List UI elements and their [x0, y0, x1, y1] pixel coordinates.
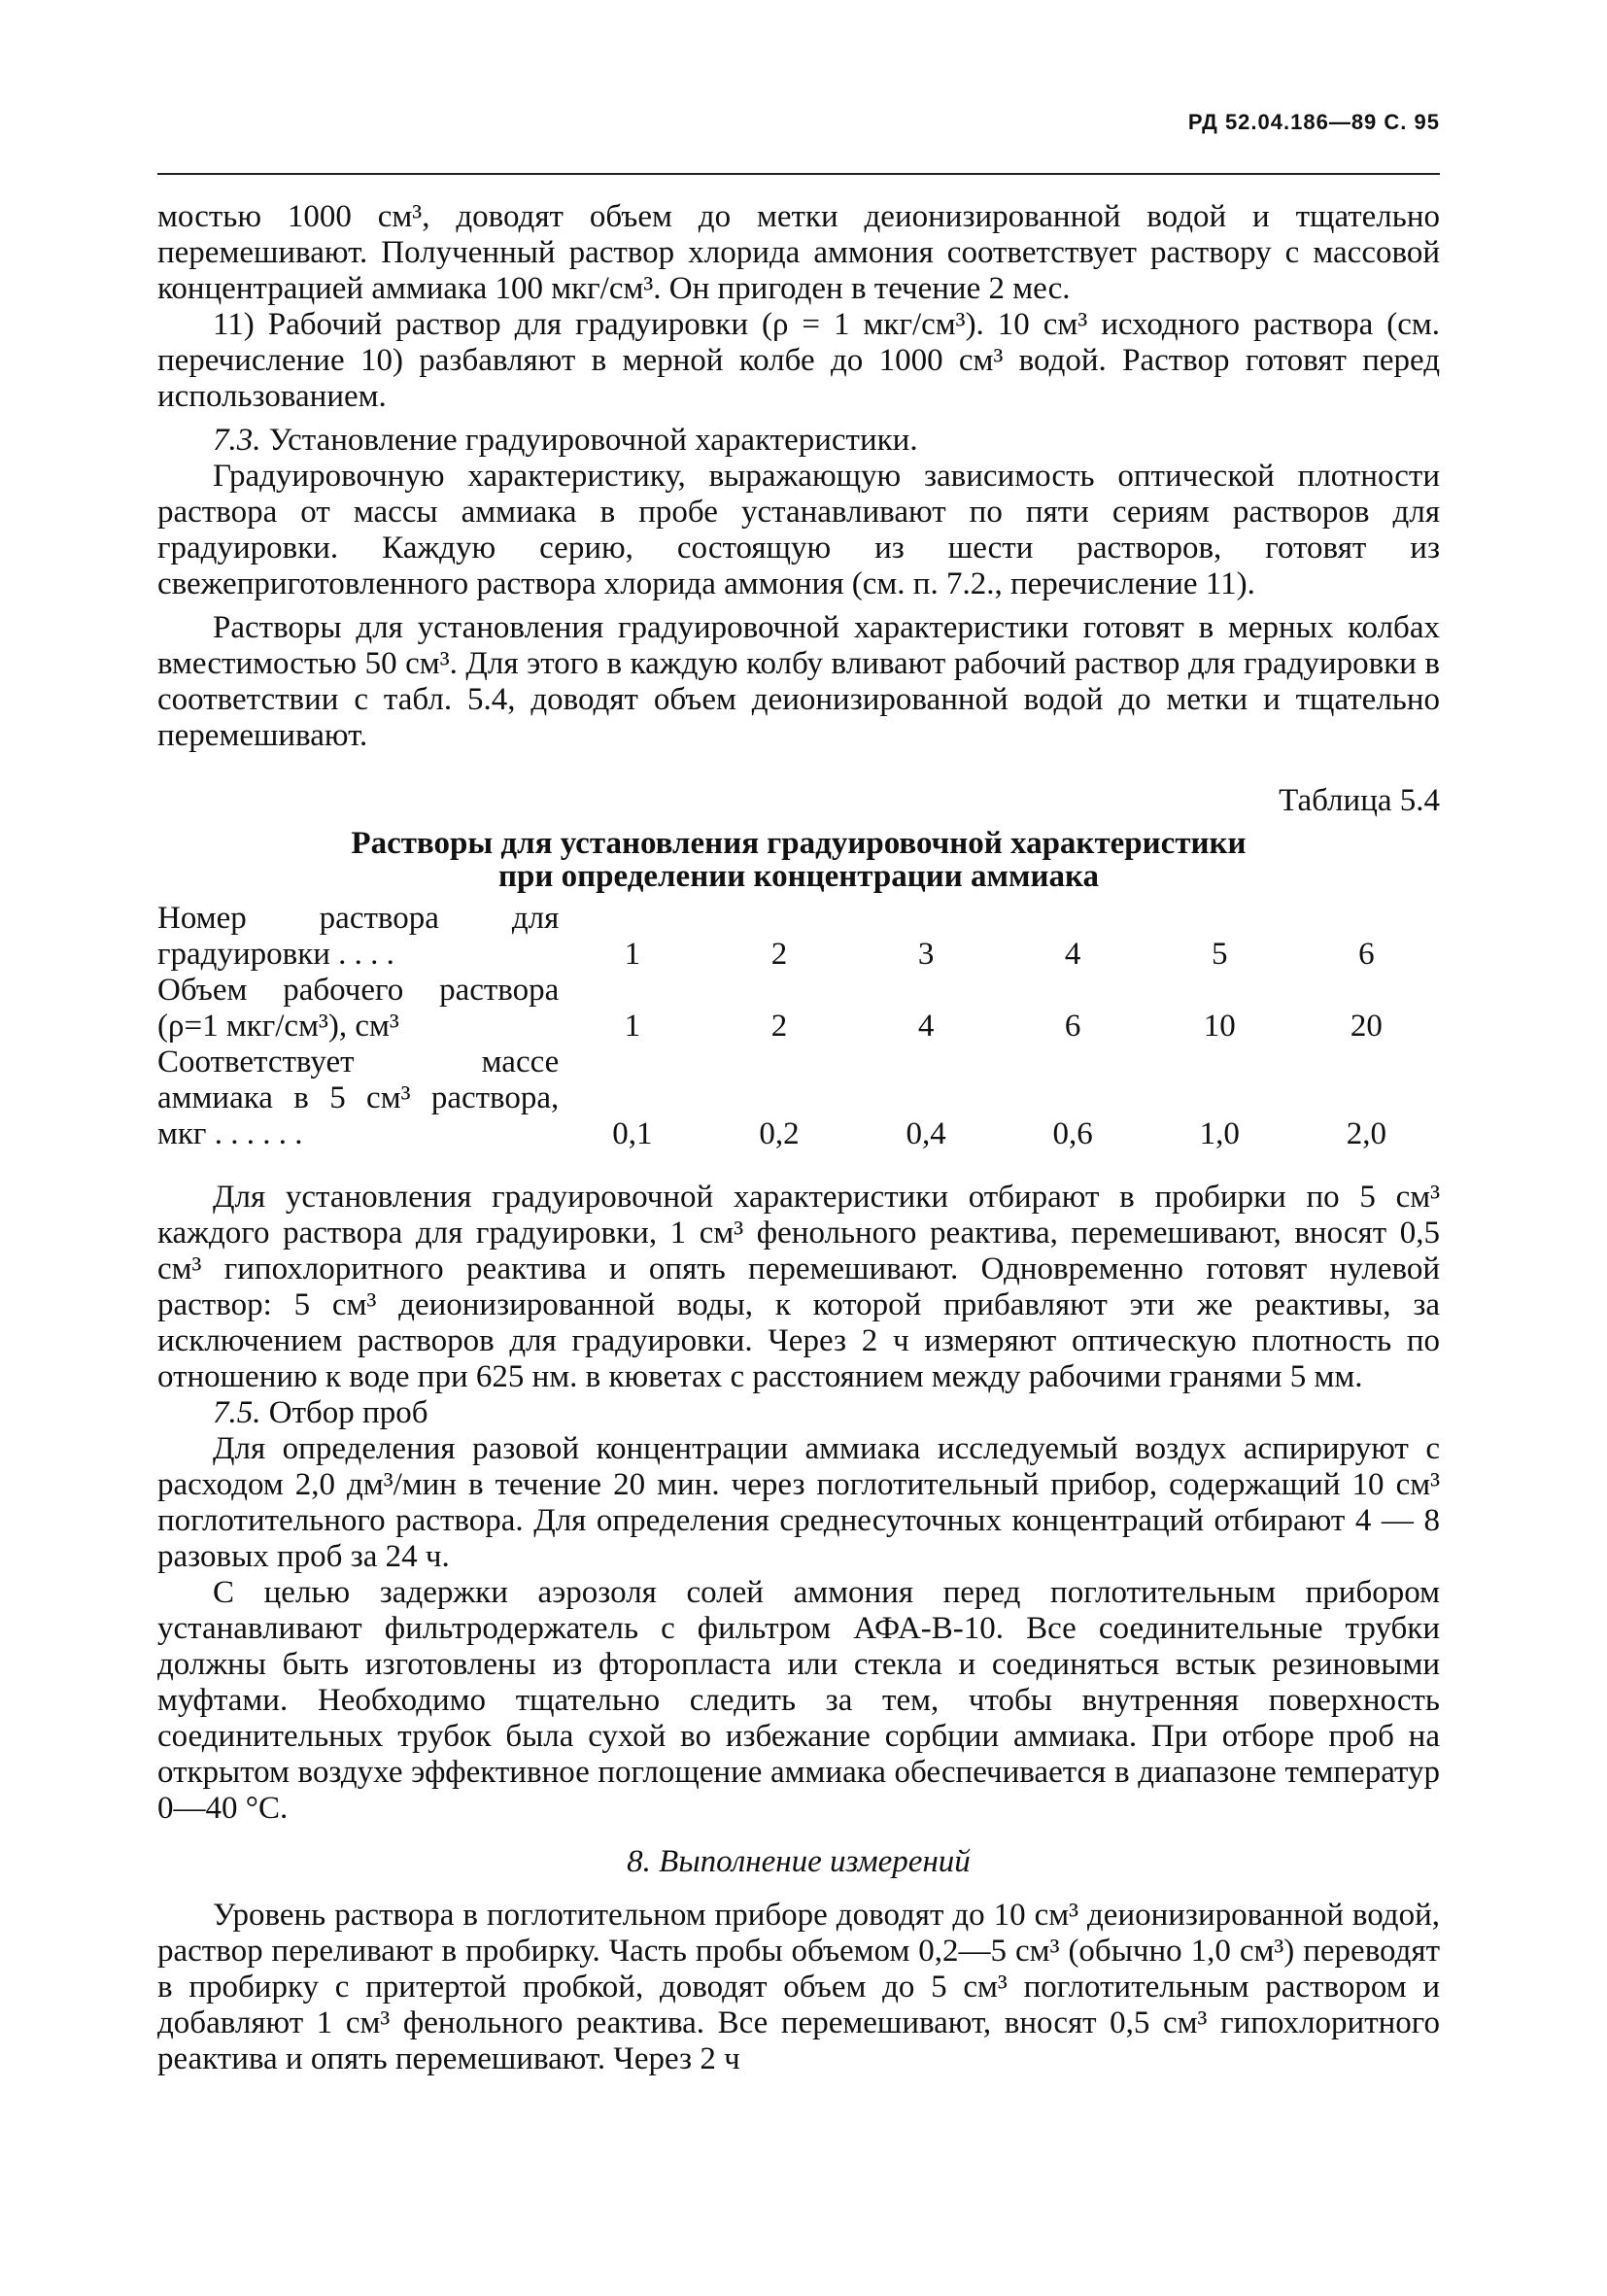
table-cell: 4	[917, 1009, 935, 1044]
table-cell: 1	[624, 937, 641, 972]
table-row	[157, 901, 1440, 973]
table-cell: 2	[770, 1009, 788, 1044]
table-cell: 5	[1212, 937, 1228, 972]
subsection-title: Отбор проб	[260, 1395, 428, 1430]
paragraph: Для установления градуировочной характеристики отбирают в пробирки по 5 см³ каждого раствора для градуировки, 1 см³ фенольного реактива, перемешивают, вносят 0,5 см³ гипохлоритного реактива и опять перемешивают. Одновременно готовят нулевой раствор: 5 см³ деионизированной воды, к которой прибавляют эти же реактивы, за исключением растворов для градуировки. Через 2 ч измеряют оптическую плотность по отношению к воде при 625 нм. в кюветах с расстоянием между рабочими гранями 5 мм.	[157, 1180, 1440, 1394]
row-label: Соответствует массе аммиака в 5 см³ раствора, мкг . . . . . .	[157, 1045, 560, 1151]
paragraph: Уровень раствора в поглотительном приборе доводят до 10 см³ деионизированной водой, раствор переливают в пробирку. Часть пробы объемом 0,2—5 см³ (обычно 1,0 см³) переводят в пробирку с притертой пробкой, доводят объем до 5 см³ поглотительным раствором и добавляют 1 см³ фенольного реактива. Все перемешивают, вносят 0,5 см³ гипохлоритного реактива и опять перемешивают. Через 2 ч	[157, 1898, 1440, 2076]
table-row	[157, 973, 1440, 1045]
table-cell: 2	[770, 937, 788, 972]
row-label: Объем рабочего раствора (ρ=1 мкг/см³), см³	[157, 973, 560, 1044]
section-heading: 8. Выполнение измерений	[627, 1844, 971, 1879]
subsection-heading	[157, 423, 1440, 459]
paragraph: 11) Рабочий раствор для градуировки (ρ = 1 мкг/см³). 10 см³ исходного раствора (см. перечисление 10) разбавляют в мерной колбе до 1000 см³ водой. Раствор готовят перед использованием.	[157, 307, 1440, 414]
header-rule	[157, 173, 1440, 175]
row-label: Номер раствора для градуировки . . . .	[157, 901, 560, 972]
table-cell: 20	[1350, 1009, 1383, 1044]
table-cell: 1,0	[1199, 1116, 1240, 1151]
subsection-number: 7.3.	[213, 423, 261, 458]
table-cell: 0,1	[612, 1116, 653, 1151]
paragraph: Для определения разовой концентрации аммиака исследуемый воздух аспирируют с расходом 2,0 дм³/мин в течение 20 мин. через поглотительный прибор, содержащий 10 см³ поглотительного раствора. Для определения среднесуточных концентраций отбирают 4 — 8 разовых проб за 24 ч.	[157, 1431, 1440, 1574]
table-cell: 0,2	[759, 1116, 800, 1151]
table-cell: 0,6	[1052, 1116, 1093, 1151]
paragraph: Растворы для установления градуировочной характеристики готовят в мерных колбах вместимостью 50 см³. Для этого в каждую колбу вливают рабочий раствор для градуировки в соответствии с табл. 5.4, доводят объем деионизированной водой до метки и тщательно перемешивают.	[157, 610, 1440, 753]
table-cell: 2,0	[1346, 1116, 1387, 1151]
table-title	[157, 827, 1440, 893]
subsection-title: Установление градуировочной характеристики.	[260, 423, 918, 458]
table-cell: 6	[1064, 1009, 1081, 1044]
table-cell: 6	[1358, 937, 1375, 972]
table-title-line: Растворы для установления градуировочной характеристики	[351, 826, 1247, 861]
calibration-table	[157, 901, 1440, 1152]
table-cell: 1	[624, 1009, 641, 1044]
table-row	[157, 1045, 1440, 1152]
table-title-line: при определении концентрации аммиака	[497, 859, 1099, 894]
paragraph: С целью задержки аэрозоля солей аммония перед поглотительным прибором устанавливают фильтродержатель с фильтром АФА-В-10. Все соединительные трубки должны быть изготовлены из фторопласта или стекла и соединяться встык резиновыми муфтами. Необходимо тщательно следить за тем, чтобы внутренняя поверхность соединительных трубок была сухой во избежание сорбции аммиака. При отборе проб на открытом воздухе эффективное поглощение аммиака обеспечивается в диапазоне температур 0—40 °С.	[157, 1575, 1440, 1826]
table-cell: 10	[1203, 1009, 1236, 1044]
paragraph: мостью 1000 см³, доводят объем до метки деионизированной водой и тщательно перемешивают. Полученный раствор хлорида аммония соответствует раствору с массовой концентрацией аммиака 100 мкг/см³. Он пригоден в течение 2 мес.	[157, 199, 1440, 306]
table-cell: 3	[917, 937, 935, 972]
subsection-heading	[157, 1395, 1440, 1431]
page-header: РД 52.04.186—89 С. 95	[1187, 110, 1440, 134]
table-cell: 0,4	[906, 1116, 946, 1151]
paragraph: Градуировочную характеристику, выражающую зависимость оптической плотности раствора от массы аммиака в пробе устанавливают по пяти сериям растворов для градуировки. Каждую серию, состоящую из шести растворов, готовят из свежеприготовленного раствора хлорида аммония (см. п. 7.2., перечисление 11).	[157, 459, 1440, 601]
body-text	[157, 199, 1440, 2077]
subsection-number: 7.5.	[213, 1395, 261, 1430]
table-caption: Таблица 5.4	[1279, 783, 1440, 818]
table-cell: 4	[1064, 937, 1081, 972]
